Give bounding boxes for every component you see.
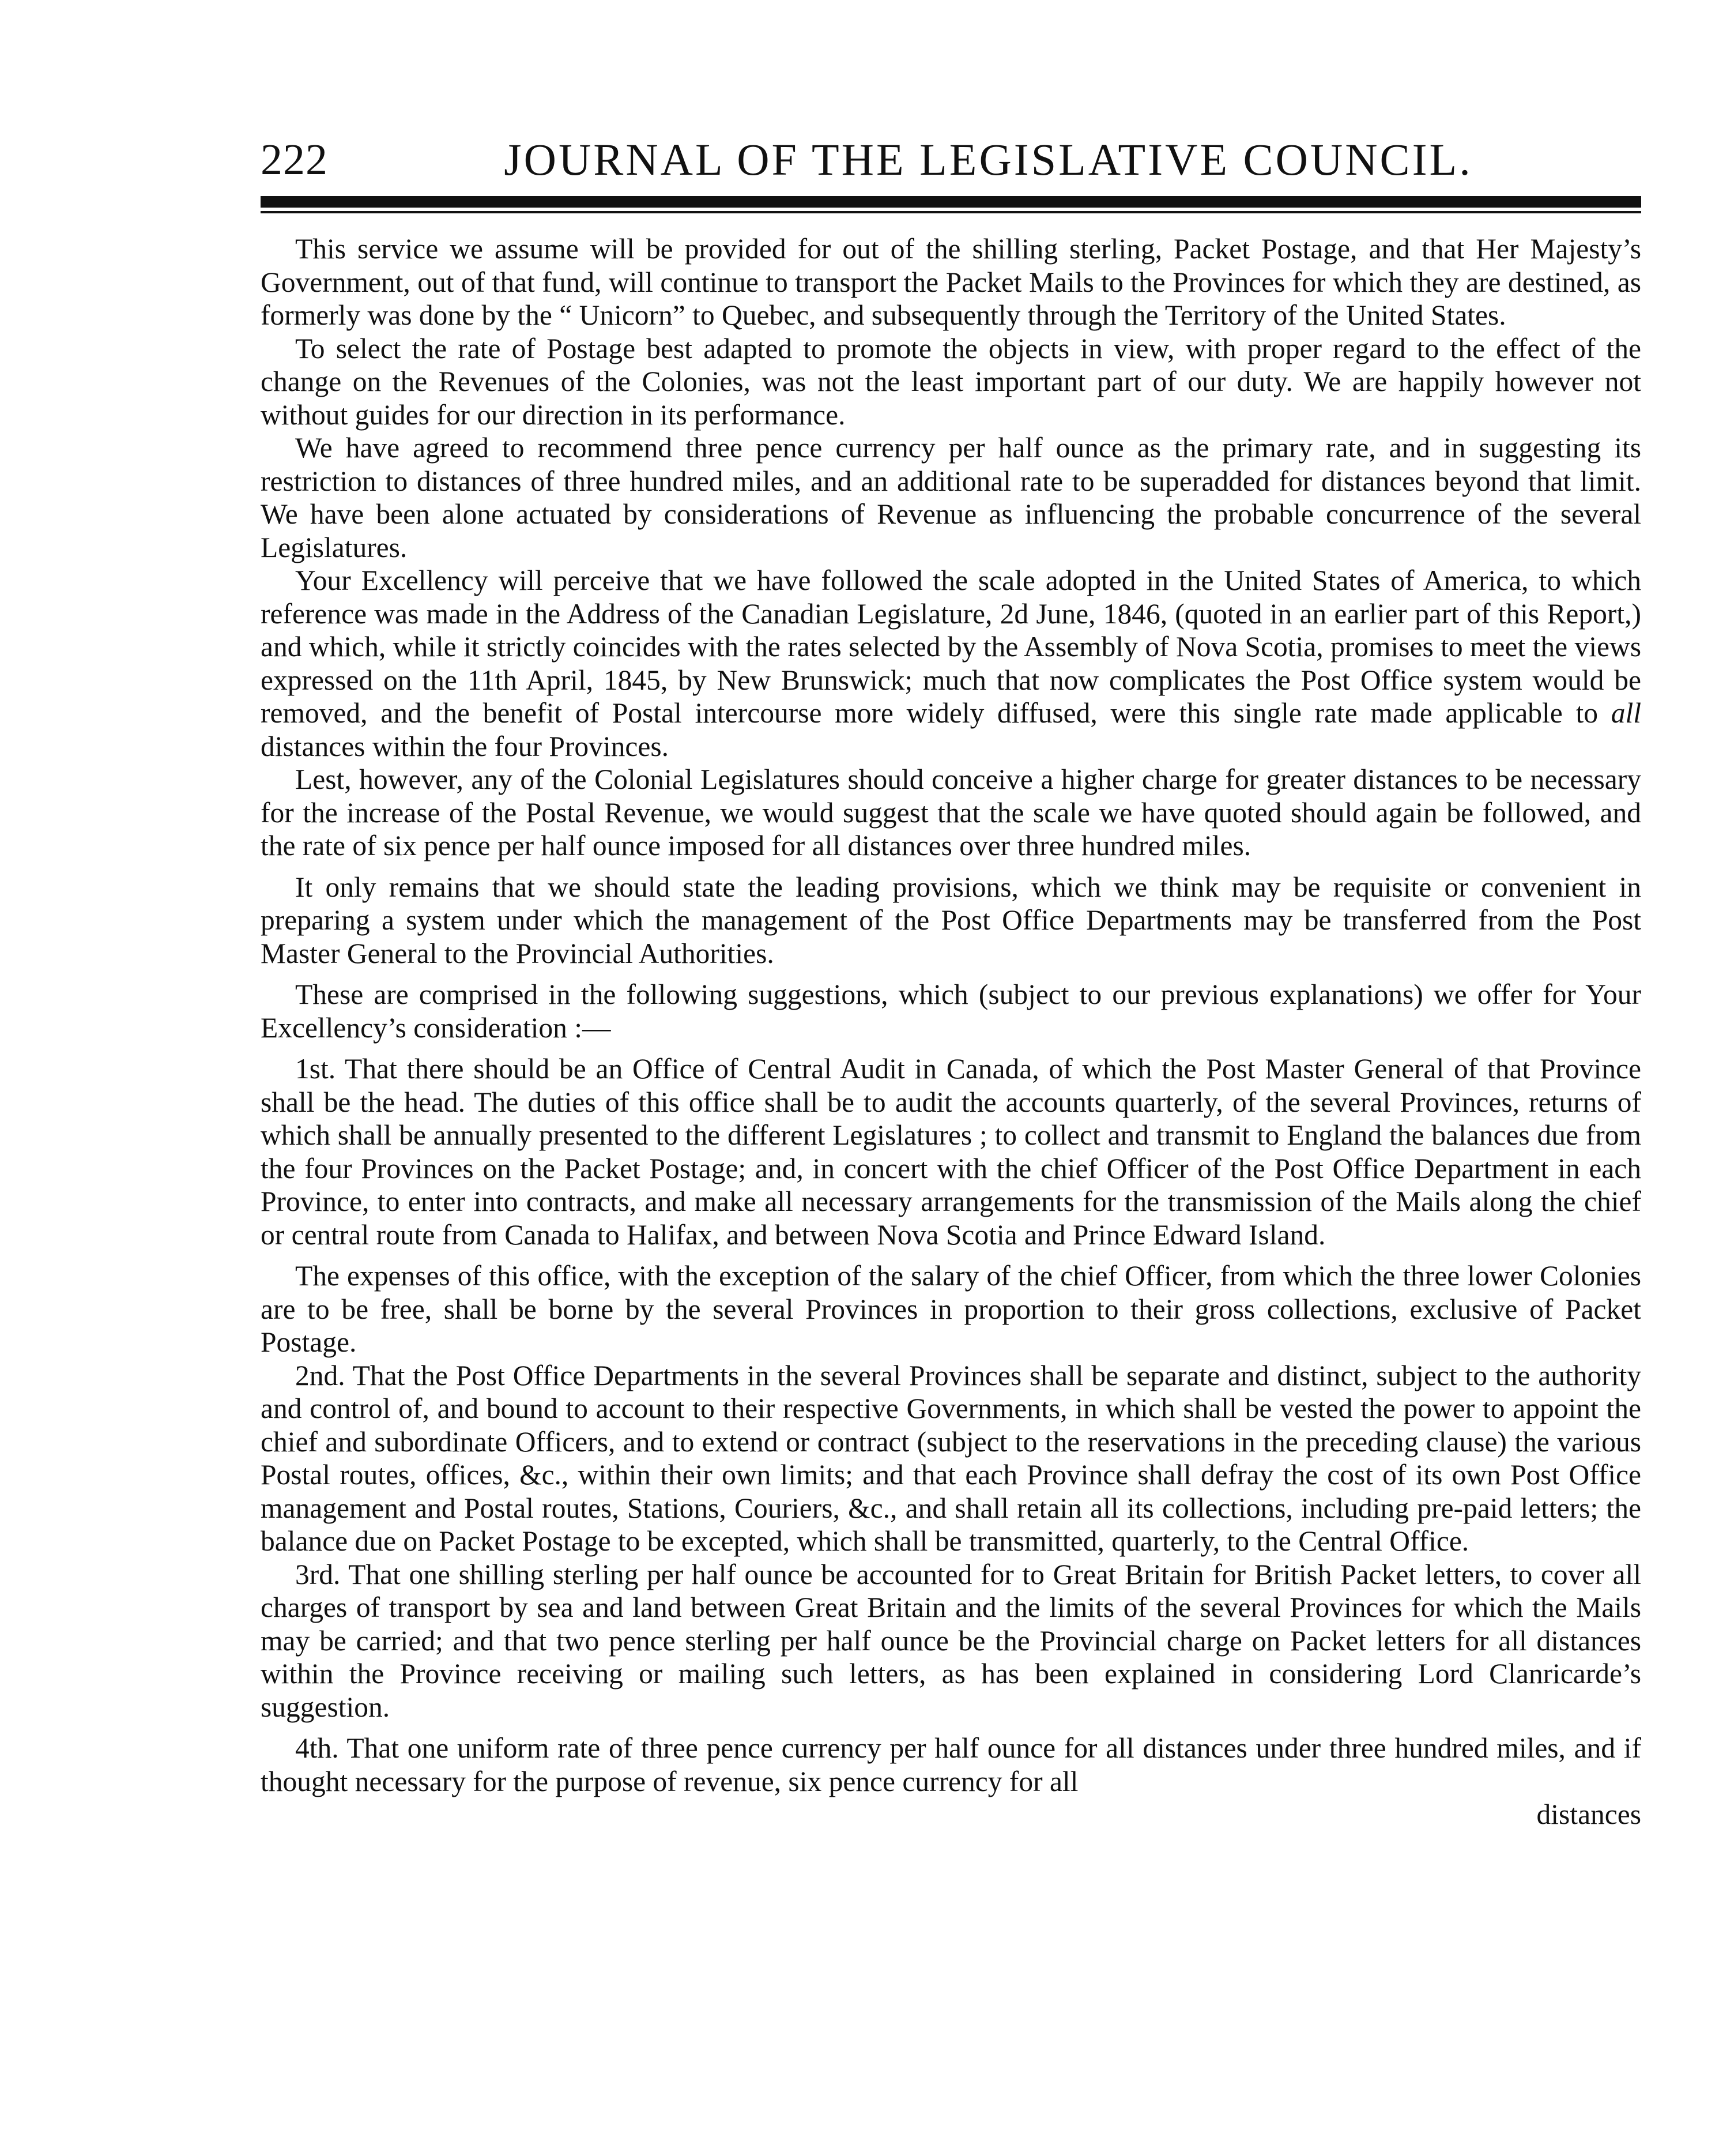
paragraph-first-suggestion: 1st. That there should be an Office of Central Audit in Canada, of which the Post Master General of that Province shall be the head. The duties of this office shall be to audit the accounts quarterly, of the several Provinces, returns of which shall be annually presented to the different Legislatures ; to collect and transmit to England the balances due from the four Provinces on the Packet Postage; and, in concert with the chief Officer of the Post Office Department in each Province, to enter into contracts, and make all necessary arrangements for the transmission of the Mails along the chief or central route from Canada to Halifax, and between Nova Scotia and Prince Edward Island.	[261, 1053, 1641, 1251]
paragraph-recommendation: We have agreed to recommend three pence currency per half ounce as the primary rate, and in suggesting its restriction to distances of three hundred miles, and an additional rate to be superadded for distances beyond that limit. We have been alone actuated by considerations of Revenue as influencing the probable concurrence of the several Legislatures.	[261, 432, 1641, 563]
emphasis-all: all	[1611, 697, 1641, 729]
paragraph-second-suggestion: 2nd. That the Post Office Departments in the several Provinces shall be separate and distinct, subject to the authority and control of, and bound to account to their respective Governments, in which shall be vested the power to appoint the chief and subordinate Officers, and to extend or contract (subject to the reservations in the preceding clause) the various Postal routes, offices, &c., within their own limits; and that each Province shall defray the cost of its own Post Office management and Postal routes, Stations, Couriers, &c., and shall retain all its collections, including pre-paid letters; the balance due on Packet Postage to be excepted, which shall be transmitted, quarterly, to the Central Office.	[261, 1359, 1641, 1557]
paragraph-fourth-suggestion: 4th. That one uniform rate of three pence currency per half ounce for all distances under three hundred miles, and if thought necessary for the purpose of revenue, six pence currency for all	[261, 1732, 1641, 1797]
paragraph-leading-provisions: It only remains that we should state the leading provisions, which we think may be requisite or convenient in preparing a system under which the management of the Post Office Departments may be transferred from the Post Master General to the Provincial Authorities.	[261, 871, 1641, 969]
paragraph-service: This service we assume will be provided for out of the shilling sterling, Packet Postage, and that Her Majesty’s Government, out of that fund, will continue to transport the Packet Mails to the Provinces for which they are destined, as formerly was done by the “ Unicorn” to Quebec, and subsequently through the Territory of the United States.	[261, 233, 1641, 331]
page-header	[261, 128, 1641, 191]
body-text	[261, 232, 1641, 1831]
paragraph-suggestions-intro: These are comprised in the following suggestions, which (subject to our previous explanations) we offer for Your Excellency’s consideration :—	[261, 979, 1641, 1044]
header-rule-thick	[261, 196, 1641, 208]
paragraph-united-states-scale-end: distances within the four Provinces.	[261, 730, 669, 762]
paragraph-rate-selection: To select the rate of Postage best adapted to promote the objects in view, with proper regard to the effect of the change on the Revenues of the Colonies, was not the least important part of our duty. We are happily however not without guides for our direction in its performance.	[261, 332, 1641, 431]
catchword: distances	[1536, 1798, 1641, 1830]
paragraph-higher-charge: Lest, however, any of the Colonial Legislatures should conceive a higher charge for greater distances to be necessary for the increase of the Postal Revenue, we would suggest that the scale we have quoted should again be followed, and the rate of six pence per half ounce imposed for all distances over three hundred miles.	[261, 763, 1641, 861]
paragraph-third-suggestion: 3rd. That one shilling sterling per half ounce be accounted for to Great Britain for British Packet letters, to cover all charges of transport by sea and land between Great Britain and the limits of the several Provinces for which the Mails may be carried; and that two pence sterling per half ounce be the Provincial charge on Packet letters for all distances within the Province receiving or mailing such letters, as has been explained in considering Lord Clanricarde’s suggestion.	[261, 1558, 1641, 1723]
header-rule-thin	[261, 211, 1641, 213]
running-head: JOURNAL OF THE LEGISLATIVE COUNCIL.	[504, 134, 1473, 185]
paragraph-united-states-scale	[261, 564, 1641, 763]
paragraph-united-states-scale-text: Your Excellency will perceive that we have followed the scale adopted in the United States of America, to which reference was made in the Address of the Canadian Legislature, 2d June, 1846, (quoted in an earlier part of this Report,) and which, while it strictly coincides with the rates selected by the Assembly of Nova Scotia, promises to meet the views expressed on the 11th April, 1845, by New Brunswick; much that now complicates the Post Office system would be removed, and the benefit of Postal intercourse more widely diffused, were this single rate made applicable to	[261, 565, 1641, 729]
paragraph-office-expenses: The expenses of this office, with the exception of the salary of the chief Officer, from which the three lower Colonies are to be free, shall be borne by the several Provinces in proportion to their gross collections, exclusive of Packet Postage.	[261, 1260, 1641, 1358]
page-number: 222	[261, 136, 328, 184]
